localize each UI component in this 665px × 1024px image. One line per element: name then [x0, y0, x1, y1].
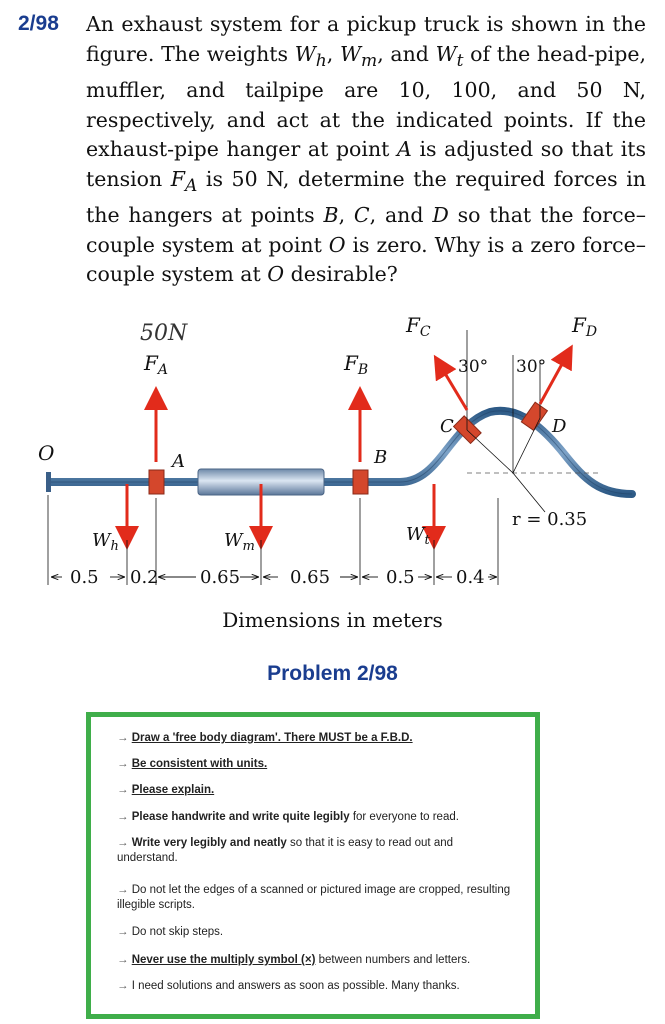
arrow-icon: → [117, 954, 129, 966]
exhaust-system-figure [0, 300, 665, 620]
arrow-icon: → [117, 811, 129, 823]
arrow-icon: → [117, 926, 129, 938]
arrow-icon: → [117, 837, 129, 849]
problem-text: An exhaust system for a pickup truck is shown in the figure. The weights $W_h$, $W_m$, and $W_t$ of the head-pipe, muffler, and tailpipe are 10, 100, and 50 N, respectively, and act at the indicated points. If the exhaust-pipe hanger at point A is adjusted so that its tension $F_A$ is 50 N, determine the required forces in the hangers at points B, C, and D so that the force–couple system at point O is zero. Why is a zero force–couple system at O desirable? [86, 12, 647, 287]
handwritten-50n: 50N [140, 321, 188, 346]
figure-caption: Dimensions in meters [222, 608, 443, 632]
label-o: O [38, 441, 55, 465]
angle-c-label: 30° [458, 357, 489, 377]
problem-title: Problem 2/98 [267, 662, 398, 685]
dim-5: 0.5 [386, 567, 415, 588]
flange-o [46, 472, 51, 492]
arrow-icon: → [117, 980, 129, 992]
label-fc: $F_C$ [406, 313, 431, 340]
rule-item: → I need solutions and answers as soon as possible. Many thanks. [117, 980, 460, 992]
rule-item: → Please explain. [117, 784, 215, 796]
label-wt: $W_t$ [406, 524, 430, 548]
rule-item: → Be consistent with units. [117, 758, 268, 770]
dim-1: 0.5 [70, 567, 99, 588]
label-wh: $W_h$ [92, 530, 119, 554]
hanger-a [149, 470, 164, 494]
rule-item: → Draw a 'free body diagram'. There MUST be a F.B.D. [117, 732, 413, 744]
label-c: C [440, 416, 454, 437]
label-b: B [374, 447, 388, 468]
radius-label: r = 0.35 [512, 509, 588, 530]
label-fa: $F_A$ [144, 351, 169, 378]
arrow-icon: → [117, 884, 129, 896]
label-fb: $F_B$ [344, 351, 369, 378]
dim-3: 0.65 [200, 567, 241, 588]
dim-4: 0.65 [290, 567, 331, 588]
label-wm: $W_m$ [224, 530, 255, 554]
rule-item: → Do not skip steps. [117, 926, 224, 938]
rule-item: → Please handwrite and write quite legibly for everyone to read. [117, 811, 459, 823]
arrow-icon: → [117, 732, 129, 744]
arrow-icon: → [117, 784, 129, 796]
label-a: A [172, 451, 185, 472]
rule-item: → Do not let the edges of a scanned or pictured image are cropped, resulting illegible scripts. [117, 884, 511, 911]
label-d: D [552, 416, 567, 437]
label-fd: $F_D$ [572, 313, 598, 340]
dim-6: 0.4 [456, 567, 485, 588]
instructions-box [86, 712, 540, 1019]
hanger-b [353, 470, 368, 494]
problem-number: 2/98 [18, 12, 59, 35]
rule-item: → Write very legibly and neatly so that it is easy to read out and understand. [117, 837, 454, 864]
rule-item: → Never use the multiply symbol (×) between numbers and letters. [117, 954, 471, 966]
angle-d-label: 30° [516, 357, 547, 377]
dim-2: 0.2 [130, 567, 159, 588]
arrow-icon: → [117, 758, 129, 770]
